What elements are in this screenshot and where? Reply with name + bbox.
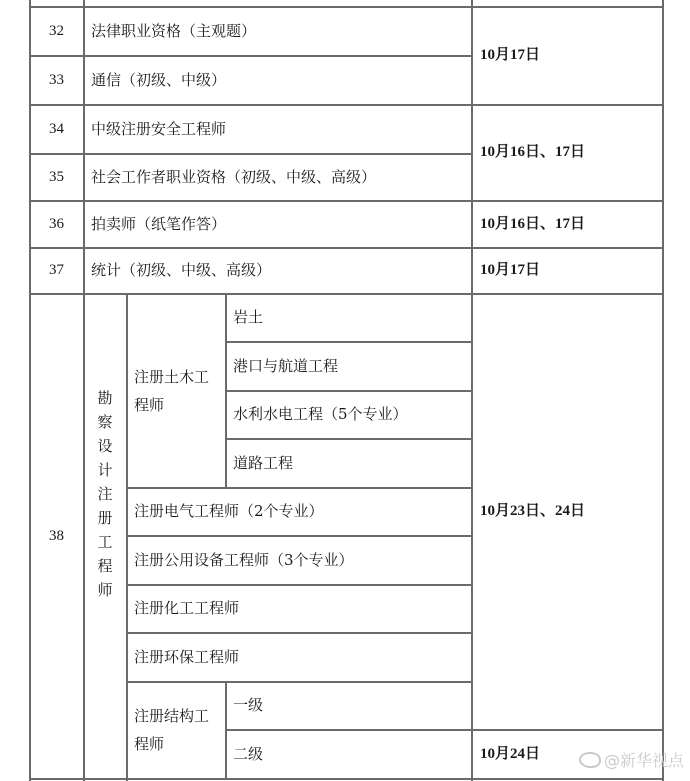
row-number: 37 bbox=[49, 262, 64, 278]
category-char: 师 bbox=[97, 581, 113, 599]
exam-subject: 社会工作者职业资格（初级、中级、高级） bbox=[91, 167, 377, 186]
row-number: 36 bbox=[49, 215, 64, 232]
watermark bbox=[579, 748, 684, 771]
category-char: 察 bbox=[97, 413, 113, 431]
structural-engineer-label: 注册结构工程师 bbox=[134, 707, 210, 753]
exam-subject: 统计（初级、中级、高级） bbox=[91, 261, 272, 279]
row-number: 33 bbox=[49, 71, 64, 88]
exam-subject: 通信（初级、中级） bbox=[91, 70, 227, 89]
civil-sub-item: 道路工程 bbox=[233, 453, 294, 472]
civil-sub-item: 水利水电工程（5个专业） bbox=[233, 405, 408, 423]
exam-date: 10月23日、24日 bbox=[480, 503, 586, 519]
civil-engineer-label: 注册土木工程师 bbox=[134, 367, 210, 414]
structural-sub-item: 二级 bbox=[233, 744, 264, 763]
category-char: 注 bbox=[97, 485, 113, 503]
row-number: 34 bbox=[49, 120, 64, 137]
category-char: 工 bbox=[97, 533, 113, 551]
exam-subject: 中级注册安全工程师 bbox=[91, 119, 227, 138]
civil-sub-item: 岩土 bbox=[233, 308, 264, 326]
row-line bbox=[29, 778, 663, 780]
row-number: 38 bbox=[49, 527, 64, 544]
category-char: 计 bbox=[97, 461, 113, 479]
exam-date: 10月17日 bbox=[480, 262, 541, 278]
row-number: 32 bbox=[49, 22, 64, 39]
watermark-text: @新华视点 bbox=[603, 751, 684, 770]
exam-subject: 拍卖师（纸笔作答） bbox=[91, 214, 227, 233]
engineer-item: 注册公用设备工程师（3个专业） bbox=[134, 550, 354, 569]
structural-sub-item: 一级 bbox=[233, 696, 264, 714]
exam-date: 10月16日、17日 bbox=[480, 144, 586, 160]
engineer-item: 注册电气工程师（2个专业） bbox=[134, 502, 324, 520]
engineer-item: 注册化工工程师 bbox=[134, 599, 240, 617]
exam-date: 10月16日、17日 bbox=[480, 215, 586, 232]
weibo-icon bbox=[579, 752, 601, 768]
category-char: 勘 bbox=[97, 389, 113, 407]
category-char: 册 bbox=[97, 509, 113, 527]
row-number: 35 bbox=[49, 168, 64, 185]
engineer-item: 注册环保工程师 bbox=[134, 647, 240, 666]
exam-subject: 法律职业资格（主观题） bbox=[91, 21, 257, 40]
civil-sub-item: 港口与航道工程 bbox=[233, 356, 339, 375]
category-char: 程 bbox=[97, 557, 113, 575]
exam-date: 10月17日 bbox=[480, 47, 541, 63]
category-char: 设 bbox=[97, 437, 113, 455]
exam-date: 10月24日 bbox=[480, 745, 541, 762]
category-vertical-label bbox=[84, 386, 126, 602]
